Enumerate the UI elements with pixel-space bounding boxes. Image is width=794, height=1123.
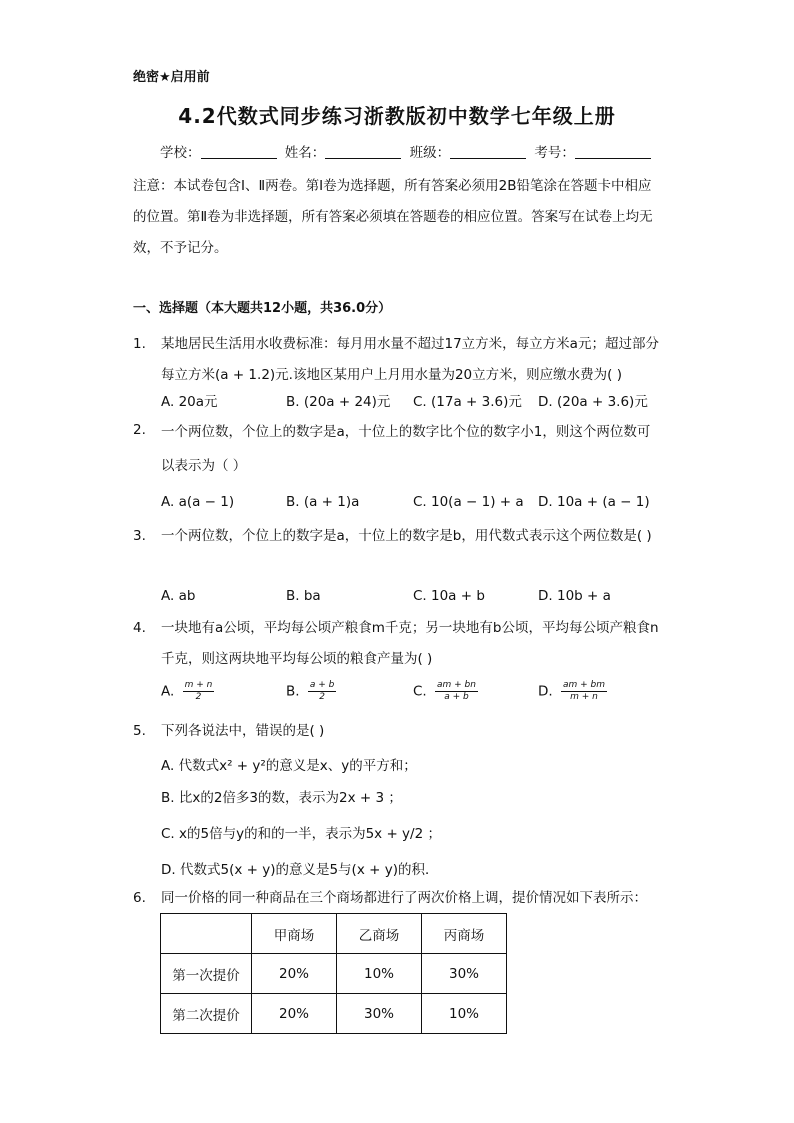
question-number: 4. (133, 620, 146, 636)
option-d[interactable]: D. 10b + a (538, 588, 611, 604)
table-header-cell: 乙商场 (337, 914, 422, 954)
option-b[interactable]: B. (a + 1)a (286, 494, 360, 510)
section-heading: 一、选择题（本大题共12小题，共36.0分） (133, 301, 392, 316)
table-cell: 10% (422, 994, 507, 1034)
exam-number-label: 考号： (534, 145, 575, 161)
school-blank[interactable] (201, 146, 277, 159)
question-number: 6. (133, 890, 146, 906)
table-row (161, 994, 507, 1034)
statement-d[interactable]: D. 代数式5(x + y)的意义是5与(x + y)的积． (161, 862, 439, 878)
statement-b[interactable]: B. 比x的2倍多3的数，表示为2x + 3 ； (161, 790, 402, 806)
secret-label: 绝密★启用前 (133, 70, 210, 85)
fraction-numerator: am + bm (562, 680, 606, 690)
question-text: 一个两位数，个位上的数字是a，十位上的数字比个位的数字小1，则这个两位数可以表示为（ ） (161, 424, 651, 474)
question-text: 同一价格的同一种商品在三个商场都进行了两次价格上调，提价情况如下表所示： (161, 890, 647, 906)
exam-number-blank[interactable] (575, 146, 651, 159)
question-1 (133, 329, 663, 391)
class-blank[interactable] (450, 146, 526, 159)
option-c[interactable]: C. 10(a − 1) + a (413, 494, 524, 510)
question-2 (133, 415, 663, 483)
table-cell: 第一次提价 (161, 954, 252, 994)
fraction-numerator: am + bn (437, 680, 476, 690)
option-c[interactable] (413, 680, 478, 703)
table-header-row (161, 914, 507, 954)
fraction-denominator: m + n (570, 692, 598, 702)
name-label: 姓名： (284, 145, 326, 161)
option-label: B. (286, 683, 300, 700)
option-b[interactable] (286, 680, 336, 703)
option-label: A. (161, 683, 175, 700)
school-label: 学校： (160, 145, 201, 161)
question-3 (133, 521, 663, 552)
option-d[interactable]: D. 10a + (a − 1) (538, 494, 650, 510)
option-c[interactable]: C. (17a + 3.6)元 (413, 394, 522, 410)
table-cell: 30% (422, 954, 507, 994)
class-label: 班级： (409, 145, 451, 161)
name-blank[interactable] (325, 146, 401, 159)
option-label: D. (538, 683, 553, 700)
table-row (161, 954, 507, 994)
fraction (308, 680, 337, 703)
student-info-row (160, 141, 655, 161)
fraction-denominator: 2 (319, 692, 325, 702)
question-number: 1. (133, 336, 146, 352)
question-number: 2. (133, 422, 146, 438)
table-cell: 第二次提价 (161, 994, 252, 1034)
option-a[interactable]: A. 20a元 (161, 394, 218, 410)
table-header-cell (161, 914, 252, 954)
price-increase-table (160, 913, 507, 1034)
question-number: 5. (133, 723, 146, 739)
question-text: 一块地有a公顷，平均每公顷产粮食m千克；另一块地有b公顷，平均每公顷产粮食n千克，则这两块地平均每公顷的粮食产量为( ) (161, 620, 659, 667)
fraction-numerator: m + n (184, 680, 213, 690)
option-d[interactable]: D. (20a + 3.6)元 (538, 394, 648, 410)
question-number: 3. (133, 528, 146, 544)
question-text: 一个两位数，个位上的数字是a，十位上的数字是b，用代数式表示这个两位数是( ) (161, 528, 652, 544)
fraction (435, 680, 478, 703)
option-c[interactable]: C. 10a + b (413, 588, 485, 604)
option-b[interactable]: B. ba (286, 588, 321, 604)
page-title: 4.2代数式同步练习浙教版初中数学七年级上册 (178, 104, 616, 128)
question-5 (133, 716, 663, 747)
question-6 (133, 883, 663, 914)
table-cell: 10% (337, 954, 422, 994)
notice-text: 注意：本试卷包含Ⅰ、Ⅱ两卷。第Ⅰ卷为选择题，所有答案必须用2B铅笔涂在答题卡中相应的位置。第Ⅱ卷为非选择题，所有答案必须填在答题卷的相应位置。答案写在试卷上均无效，不予记分。 (133, 178, 653, 256)
fraction (561, 680, 607, 703)
table-cell: 20% (252, 954, 337, 994)
table-cell: 30% (337, 994, 422, 1034)
option-d[interactable] (538, 680, 607, 703)
question-text: 下列各说法中，错误的是( ) (161, 723, 325, 739)
question-4 (133, 613, 663, 675)
option-label: C. (413, 683, 427, 700)
table-header-cell: 丙商场 (422, 914, 507, 954)
fraction-numerator: a + b (309, 680, 335, 690)
fraction-denominator: a + b (444, 692, 469, 702)
option-b[interactable]: B. (20a + 24)元 (286, 394, 391, 410)
option-a[interactable] (161, 680, 214, 703)
question-text: 某地居民生活用水收费标准：每月用水量不超过17立方米，每立方米a元；超过部分每立方米(a + 1.2)元.该地区某用户上月用水量为20立方米，则应缴水费为( ) (161, 336, 659, 383)
statement-a[interactable]: A. 代数式x² + y²的意义是x、y的平方和； (161, 758, 417, 774)
table-header-cell: 甲商场 (252, 914, 337, 954)
fraction-denominator: 2 (195, 692, 202, 702)
statement-c[interactable]: C. x的5倍与y的和的一半，表示为5x + y/2 ； (161, 826, 441, 842)
table-cell: 20% (252, 994, 337, 1034)
fraction (183, 680, 215, 703)
option-a[interactable]: A. ab (161, 588, 196, 604)
option-a[interactable]: A. a(a − 1) (161, 494, 235, 510)
